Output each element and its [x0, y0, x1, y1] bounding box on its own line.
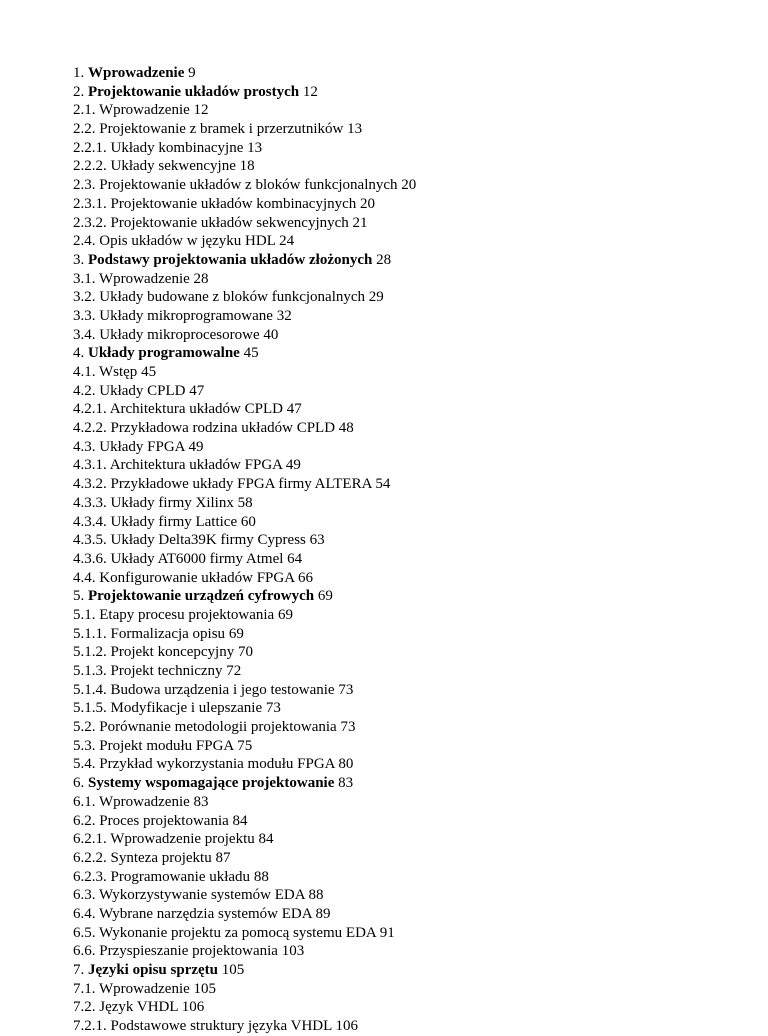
- toc-entry-page: 47: [286, 401, 302, 418]
- toc-entry-title: Systemy wspomagające projektowanie: [88, 775, 335, 792]
- toc-entry-title: Układy Delta39K firmy Cypress: [110, 532, 306, 549]
- toc-entry-title: Wprowadzenie: [98, 980, 190, 997]
- toc-entry-number: 2.2.1.: [73, 139, 107, 156]
- toc-entry-title: Architektura układów CPLD: [109, 401, 283, 418]
- toc-entry-page: 20: [401, 177, 417, 194]
- toc-section-entry: [73, 924, 753, 943]
- toc-entry-number: 5.2.: [73, 719, 96, 736]
- toc-entry-page: 66: [298, 569, 313, 586]
- toc-entry-number: 5.1.3.: [73, 663, 107, 679]
- toc-entry-number: 3.4.: [73, 326, 96, 343]
- toc-entry-title: Podstawy projektowania układów złożonych: [88, 251, 373, 268]
- toc-entry-page: 83: [193, 793, 209, 810]
- toc-section-entry: [73, 886, 753, 905]
- toc-entry-page: 87: [215, 849, 231, 866]
- toc-entry-number: 5.3.: [73, 737, 96, 754]
- toc-entry-page: 106: [181, 999, 205, 1016]
- toc-entry-page: 64: [287, 550, 303, 567]
- toc-entry-page: 88: [308, 887, 324, 904]
- toc-entry-title: Przykładowe układy FPGA firmy ALTERA: [110, 476, 372, 493]
- toc-entry-number: 6.2.1.: [73, 831, 107, 848]
- toc-entry-number: 6.1.: [73, 793, 96, 810]
- toc-entry-title: Wybrane narzędzia systemów EDA: [98, 905, 312, 922]
- toc-entry-title: Architektura układów FPGA: [109, 457, 283, 474]
- toc-section-entry: [73, 718, 753, 737]
- toc-entry-title: Wykorzystywanie systemów EDA: [98, 887, 305, 904]
- toc-entry-number: 2.1.: [73, 102, 96, 119]
- toc-section-entry: [73, 456, 753, 475]
- toc-entry-number: 5.1.: [73, 606, 96, 623]
- toc-section-entry: [73, 905, 753, 924]
- table-of-contents: [73, 64, 753, 1036]
- toc-entry-page: 28: [193, 270, 209, 287]
- toc-entry-title: Wprowadzenie: [98, 793, 190, 810]
- toc-entry-number: 4.2.: [73, 382, 96, 399]
- toc-section-entry: [73, 195, 753, 214]
- toc-entry-page: 106: [335, 1018, 358, 1035]
- toc-entry-page: 84: [258, 831, 274, 848]
- toc-section-entry: [73, 699, 753, 718]
- toc-section-entry: [73, 755, 753, 774]
- toc-entry-title: Formalizacja opisu: [110, 625, 226, 642]
- toc-entry-title: Synteza projektu: [110, 849, 212, 866]
- toc-entry-number: 6.2.3.: [73, 868, 107, 885]
- toc-section-entry: [73, 101, 753, 120]
- toc-entry-number: 2.2.2.: [73, 158, 107, 175]
- toc-entry-title: Podstawowe struktury języka VHDL: [110, 1018, 332, 1035]
- toc-entry-title: Wprowadzenie: [98, 102, 190, 119]
- toc-entry-title: Układy FPGA: [99, 438, 185, 455]
- toc-entry-number: 6.3.: [73, 887, 96, 904]
- toc-entry-title: Porównanie metodologii projektowania: [99, 719, 337, 736]
- toc-entry-page: 12: [193, 102, 209, 119]
- toc-section-entry: [73, 288, 753, 307]
- toc-section-entry: [73, 214, 753, 233]
- toc-entry-number: 3.2.: [73, 289, 96, 306]
- toc-entry-number: 3.3.: [73, 307, 96, 324]
- toc-entry-number: 5.1.4.: [73, 681, 107, 698]
- toc-entry-page: 73: [340, 719, 356, 736]
- toc-section-entry: [73, 400, 753, 419]
- toc-section-entry: [73, 980, 753, 999]
- toc-entry-title: Język VHDL: [99, 999, 178, 1016]
- toc-entry-number: 5.1.5.: [73, 700, 107, 717]
- toc-entry-page: 105: [221, 962, 245, 978]
- toc-entry-number: 5.4.: [73, 756, 96, 773]
- toc-section-entry: [73, 438, 753, 457]
- toc-entry-page: 48: [338, 420, 354, 437]
- toc-entry-page: 12: [302, 83, 318, 100]
- toc-section-entry: [73, 812, 753, 831]
- toc-chapter-entry: [73, 83, 753, 102]
- toc-entry-page: 75: [237, 737, 253, 754]
- toc-entry-title: Programowanie układu: [110, 868, 251, 885]
- toc-entry-title: Konfigurowanie układów FPGA: [99, 569, 295, 586]
- toc-entry-title: Wprowadzenie: [98, 270, 190, 287]
- toc-section-entry: [73, 232, 753, 251]
- toc-entry-title: Projektowanie układów z bloków funkcjonalnych: [99, 177, 398, 194]
- toc-entry-page: 69: [317, 588, 333, 605]
- toc-entry-title: Przykład wykorzystania modułu FPGA: [99, 756, 335, 773]
- toc-entry-number: 6.2.2.: [73, 849, 107, 866]
- toc-entry-title: Projektowanie z bramek i przerzutników: [99, 121, 344, 138]
- toc-section-entry: [73, 513, 753, 532]
- toc-section-entry: [73, 139, 753, 158]
- toc-entry-page: 32: [276, 307, 292, 324]
- toc-entry-title: Budowa urządzenia i jego testowanie: [110, 681, 335, 698]
- toc-section-entry: [73, 606, 753, 625]
- toc-entry-page: 73: [265, 700, 281, 717]
- toc-entry-number: 6.5.: [73, 924, 96, 941]
- toc-entry-number: 4.3.3.: [73, 494, 107, 511]
- toc-entry-title: Układy firmy Lattice: [110, 513, 238, 530]
- toc-entry-page: 84: [232, 812, 248, 829]
- toc-section-entry: [73, 868, 753, 887]
- toc-entry-number: 7.2.: [73, 999, 96, 1016]
- toc-entry-page: 54: [375, 476, 391, 493]
- toc-entry-page: 103: [281, 943, 305, 960]
- toc-entry-number: 6.4.: [73, 905, 96, 922]
- toc-entry-number: 4.2.1.: [73, 401, 107, 418]
- toc-section-entry: [73, 363, 753, 382]
- toc-section-entry: [73, 998, 753, 1017]
- toc-entry-page: 49: [188, 438, 204, 455]
- toc-entry-number: 4.: [73, 345, 85, 362]
- toc-entry-title: Projektowanie układów kombinacyjnych: [110, 195, 357, 212]
- toc-entry-page: 20: [360, 195, 376, 212]
- toc-entry-title: Projektowanie układów sekwencyjnych: [110, 214, 349, 231]
- toc-entry-title: Wstęp: [98, 364, 138, 380]
- toc-entry-page: 18: [239, 158, 255, 175]
- toc-entry-title: Projektowanie urządzeń cyfrowych: [88, 588, 315, 605]
- toc-entry-page: 24: [279, 233, 295, 250]
- toc-chapter-entry: [73, 344, 753, 363]
- toc-entry-page: 29: [368, 289, 384, 306]
- toc-entry-page: 63: [309, 532, 325, 549]
- toc-entry-page: 69: [277, 606, 293, 623]
- toc-entry-number: 7.: [73, 962, 85, 978]
- toc-entry-title: Przyspieszanie projektowania: [99, 943, 278, 960]
- toc-entry-number: 1.: [73, 65, 85, 81]
- toc-entry-page: 47: [189, 382, 205, 399]
- toc-chapter-entry: [73, 961, 753, 980]
- toc-section-entry: [73, 737, 753, 756]
- toc-entry-title: Języki opisu sprzętu: [88, 962, 219, 978]
- toc-entry-page: 13: [347, 121, 363, 138]
- toc-entry-number: 4.4.: [73, 569, 96, 586]
- toc-entry-title: Projektowanie układów prostych: [88, 83, 300, 100]
- toc-entry-title: Modyfikacje i ulepszanie: [110, 700, 263, 717]
- toc-entry-page: 45: [243, 345, 259, 362]
- toc-entry-number: 4.2.2.: [73, 420, 107, 437]
- toc-section-entry: [73, 569, 753, 588]
- toc-chapter-entry: [73, 774, 753, 793]
- toc-entry-number: 6.6.: [73, 943, 96, 960]
- toc-entry-title: Projekt modułu FPGA: [99, 737, 234, 754]
- toc-entry-number: 6.2.: [73, 812, 96, 829]
- toc-entry-title: Układy programowalne: [88, 345, 240, 362]
- toc-entry-page: 89: [315, 905, 331, 922]
- toc-entry-number: 2.2.: [73, 121, 96, 138]
- toc-entry-page: 80: [338, 756, 354, 773]
- toc-entry-page: 9: [188, 65, 196, 81]
- toc-section-entry: [73, 176, 753, 195]
- toc-entry-page: 73: [338, 681, 354, 698]
- toc-section-entry: [73, 550, 753, 569]
- toc-entry-number: 5.: [73, 588, 85, 605]
- toc-entry-page: 13: [247, 139, 263, 156]
- toc-section-entry: [73, 681, 753, 700]
- toc-entry-page: 88: [253, 868, 269, 885]
- toc-entry-number: 4.1.: [73, 364, 96, 380]
- toc-section-entry: [73, 382, 753, 401]
- toc-section-entry: [73, 1017, 753, 1036]
- toc-entry-page: 69: [228, 625, 244, 642]
- toc-entry-number: 5.1.2.: [73, 644, 107, 661]
- toc-entry-number: 4.3.: [73, 438, 96, 455]
- toc-section-entry: [73, 830, 753, 849]
- toc-entry-title: Układy budowane z bloków funkcjonalnych: [99, 289, 366, 306]
- toc-section-entry: [73, 326, 753, 345]
- toc-entry-page: 40: [263, 326, 279, 343]
- toc-entry-title: Wprowadzenie: [88, 65, 185, 81]
- toc-entry-number: 4.3.5.: [73, 532, 107, 549]
- toc-entry-title: Układy sekwencyjne: [110, 158, 236, 175]
- toc-entry-page: 21: [352, 214, 368, 231]
- toc-entry-number: 2.3.1.: [73, 195, 107, 212]
- toc-section-entry: [73, 419, 753, 438]
- toc-entry-title: Wykonanie projektu za pomocą systemu EDA: [98, 924, 376, 941]
- toc-chapter-entry: [73, 251, 753, 270]
- toc-section-entry: [73, 942, 753, 961]
- toc-chapter-entry: [73, 587, 753, 606]
- toc-section-entry: [73, 793, 753, 812]
- toc-entry-title: Przykładowa rodzina układów CPLD: [110, 420, 336, 437]
- toc-entry-title: Projekt koncepcyjny: [110, 644, 235, 661]
- toc-entry-title: Proces projektowania: [99, 812, 229, 829]
- toc-entry-page: 91: [379, 924, 395, 941]
- toc-entry-page: 72: [226, 663, 242, 679]
- toc-entry-title: Układy CPLD: [99, 382, 186, 399]
- toc-entry-title: Układy mikroprogramowane: [99, 307, 273, 324]
- toc-entry-page: 45: [141, 364, 157, 380]
- toc-entry-title: Wprowadzenie projektu: [110, 831, 255, 848]
- toc-entry-number: 7.2.1.: [73, 1018, 107, 1035]
- toc-entry-number: 3.1.: [73, 270, 96, 287]
- toc-entry-title: Etapy procesu projektowania: [99, 606, 275, 623]
- toc-entry-title: Układy mikroprocesorowe: [99, 326, 260, 343]
- toc-entry-number: 3.: [73, 251, 85, 268]
- toc-chapter-entry: [73, 64, 753, 83]
- toc-entry-page: 60: [240, 513, 256, 530]
- toc-entry-number: 2.3.: [73, 177, 96, 194]
- toc-section-entry: [73, 157, 753, 176]
- toc-entry-number: 4.3.6.: [73, 550, 107, 567]
- toc-entry-title: Układy AT6000 firmy Atmel: [110, 550, 284, 567]
- toc-entry-page: 58: [237, 494, 253, 511]
- toc-entry-number: 5.1.1.: [73, 625, 107, 642]
- toc-section-entry: [73, 494, 753, 513]
- toc-entry-number: 4.3.2.: [73, 476, 107, 493]
- toc-entry-title: Układy kombinacyjne: [110, 139, 244, 156]
- toc-entry-page: 49: [285, 457, 301, 474]
- toc-entry-number: 2.3.2.: [73, 214, 107, 231]
- toc-entry-number: 4.3.4.: [73, 513, 107, 530]
- toc-entry-page: 70: [237, 644, 253, 661]
- toc-entry-title: Opis układów w języku HDL: [99, 233, 276, 250]
- toc-entry-number: 7.1.: [73, 980, 96, 997]
- toc-entry-title: Projekt techniczny: [110, 663, 223, 679]
- toc-section-entry: [73, 270, 753, 289]
- toc-entry-number: 4.3.1.: [73, 457, 107, 474]
- toc-entry-number: 6.: [73, 775, 85, 792]
- toc-section-entry: [73, 625, 753, 644]
- toc-section-entry: [73, 643, 753, 662]
- toc-section-entry: [73, 120, 753, 139]
- toc-section-entry: [73, 662, 753, 681]
- toc-entry-page: 105: [193, 980, 217, 997]
- toc-entry-title: Układy firmy Xilinx: [110, 494, 234, 511]
- toc-entry-number: 2.4.: [73, 233, 96, 250]
- toc-section-entry: [73, 307, 753, 326]
- toc-section-entry: [73, 475, 753, 494]
- toc-entry-page: 83: [338, 775, 354, 792]
- toc-section-entry: [73, 531, 753, 550]
- toc-entry-number: 2.: [73, 83, 85, 100]
- toc-entry-page: 28: [376, 251, 392, 268]
- toc-section-entry: [73, 849, 753, 868]
